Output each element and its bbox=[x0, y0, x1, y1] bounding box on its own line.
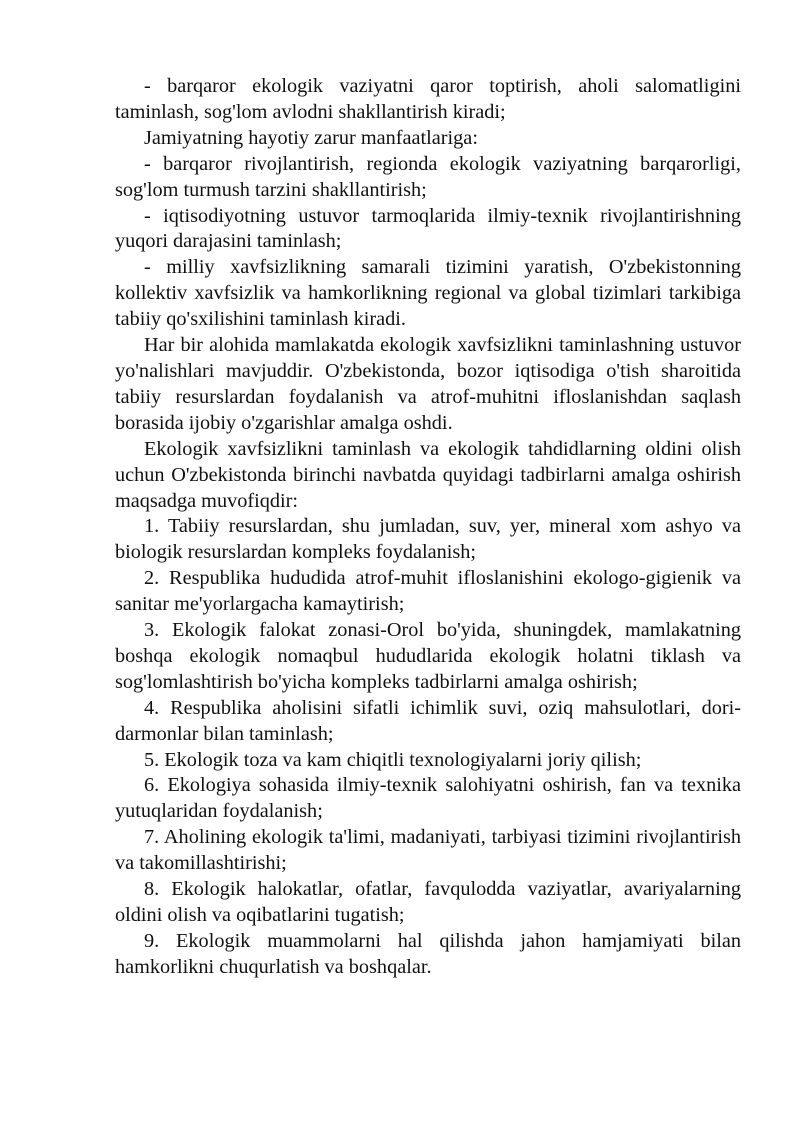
paragraph-bullet-security: - milliy xavfsizlikning samarali tizimini yaratish, O'zbekistonning kollektiv xavfsizlik va hamkorlikning regional va global tizimlari tarkibiga tabiiy qo'sxilishini taminlash kiradi. bbox=[115, 256, 741, 331]
list-item-5: 5. Ekologik toza va kam chiqitli texnologiyalarni joriy qilish; bbox=[144, 748, 642, 771]
paragraph-society-interests: Jamiyatning hayotiy zarur manfaatlariga: bbox=[144, 126, 478, 149]
list-item-9: 9. Ekologik muammolarni hal qilishda jahon hamjamiyati bilan hamkorlikni chuqurlatish va boshqalar. bbox=[115, 929, 741, 978]
paragraph-measures-intro: Ekologik xavfsizlikni taminlash va ekologik tahdidlarning oldini olish uchun O'zbekistonda birinchi navbatda quyidagi tadbirlarni amalga oshirish maqsadga muvofiqdir: bbox=[115, 437, 741, 512]
paragraph-bullet-health: - barqaror ekologik vaziyatni qaror toptirish, aholi salomatligini taminlash, sog'lom avlodni shakllantirish kiradi; bbox=[115, 75, 741, 123]
list-item-7: 7. Aholining ekologik ta'limi, madaniyati, tarbiyasi tizimini rivojlantirish va takomillashtirishi; bbox=[115, 826, 741, 875]
list-item-3: 3. Ekologik falokat zonasi-Orol bo'yida, shuningdek, mamlakatning boshqa ekologik nomaqbul hududlarida ekologik holatni tiklash va sog'lomlashtirish bo'yicha kompleks tadbirlarni amalga oshirish; bbox=[115, 619, 741, 693]
list-item-2: 2. Respublika hududida atrof-muhit ifloslanishini ekologo-gigienik va sanitar me'yorlargacha kamaytirish; bbox=[115, 567, 741, 616]
document-page bbox=[115, 74, 741, 981]
list-item-1: 1. Tabiiy resurslardan, shu jumladan, suv, yer, mineral xom ashyo va biologik resurslardan kompleks foydalanish; bbox=[115, 515, 741, 564]
paragraph-bullet-economy: - iqtisodiyotning ustuvor tarmoqlarida ilmiy-texnik rivojlantirishning yuqori darajasini taminlash; bbox=[115, 204, 741, 253]
paragraph-bullet-sustainable: - barqaror rivojlantirish, regionda ekologik vaziyatning barqarorligi, sog'lom turmush tarzini shakllantirish; bbox=[115, 152, 741, 201]
list-item-6: 6. Ekologiya sohasida ilmiy-texnik salohiyatni oshirish, fan va texnika yutuqlaridan foydalanish; bbox=[115, 774, 741, 823]
list-item-4: 4. Respublika aholisini sifatli ichimlik suvi, oziq mahsulotlari, dori-darmonlar bilan taminlash; bbox=[115, 696, 741, 745]
list-item-8: 8. Ekologik halokatlar, ofatlar, favqulodda vaziyatlar, avariyalarning oldini olish va oqibatlarini tugatish; bbox=[115, 878, 741, 926]
paragraph-priorities: Har bir alohida mamlakatda ekologik xavfsizlikni taminlashning ustuvor yo'nalishlari mavjuddir. O'zbekistonda, bozor iqtisodiga o'tish sharoitida tabiiy resurslardan foydalanish va atrof-muhitni ifloslanishdan saqlash borasida ijobiy o'zgarishlar amalga oshdi. bbox=[115, 334, 741, 434]
